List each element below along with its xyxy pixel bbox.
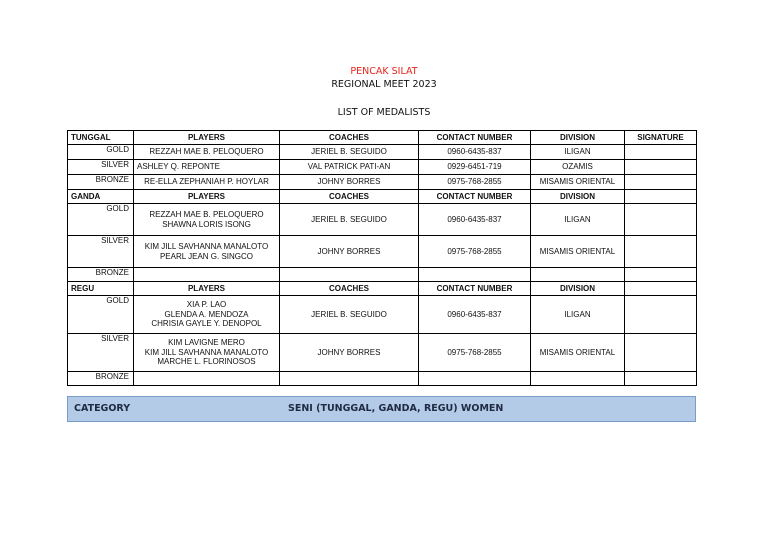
players-cell bbox=[134, 204, 280, 236]
section-header-row bbox=[68, 282, 697, 296]
division-cell: MISAMIS ORIENTAL bbox=[531, 175, 625, 190]
players-cell bbox=[134, 334, 280, 372]
division-cell: MISAMIS ORIENTAL bbox=[531, 334, 625, 372]
column-header: DIVISION bbox=[531, 190, 625, 204]
medal-row bbox=[68, 160, 697, 175]
section-header-row bbox=[68, 190, 697, 204]
player-name: MARCHE L. FLORINOSOS bbox=[157, 357, 256, 367]
medal-row bbox=[68, 145, 697, 160]
contact-cell: 0960-6435-837 bbox=[419, 296, 531, 334]
contact-cell bbox=[419, 268, 531, 282]
section-header-row bbox=[68, 131, 697, 145]
column-header: COACHES bbox=[280, 282, 419, 296]
column-header: DIVISION bbox=[531, 282, 625, 296]
list-title: LIST OF MEDALISTS bbox=[337, 107, 431, 118]
column-header bbox=[625, 282, 697, 296]
players-cell bbox=[134, 175, 280, 190]
players-cell bbox=[134, 160, 280, 175]
column-header: CONTACT NUMBER bbox=[419, 190, 531, 204]
medal-label: SILVER bbox=[68, 160, 134, 175]
player-name: KIM JILL SAVHANNA MANALOTO bbox=[144, 347, 269, 357]
division-cell: ILIGAN bbox=[531, 296, 625, 334]
signature-cell[interactable] bbox=[625, 204, 697, 236]
division-cell: ILIGAN bbox=[531, 204, 625, 236]
medal-row bbox=[68, 204, 697, 236]
division-cell: MISAMIS ORIENTAL bbox=[531, 236, 625, 268]
medalists-table bbox=[67, 130, 697, 386]
contact-cell: 0975-768-2855 bbox=[419, 175, 531, 190]
signature-cell[interactable] bbox=[625, 296, 697, 334]
medal-row bbox=[68, 175, 697, 190]
players-cell bbox=[134, 236, 280, 268]
medal-row bbox=[68, 372, 697, 386]
category-value: SENI (TUNGGAL, GANDA, REGU) WOMEN bbox=[288, 403, 504, 414]
coach-cell: JOHNY BORRES bbox=[280, 236, 419, 268]
section-name: REGU bbox=[68, 282, 134, 296]
player-name: KIM LAVIGNE MERO bbox=[168, 338, 245, 348]
meet-title: REGIONAL MEET 2023 bbox=[331, 79, 437, 90]
medal-label: BRONZE bbox=[68, 175, 134, 190]
player-name: GLENDA A. MENDOZA bbox=[164, 309, 249, 319]
player-name: REZZAH MAE B. PELOQUERO bbox=[149, 209, 264, 219]
medal-row bbox=[68, 296, 697, 334]
signature-cell[interactable] bbox=[625, 372, 697, 386]
contact-cell bbox=[419, 372, 531, 386]
division-cell bbox=[531, 268, 625, 282]
coach-cell bbox=[280, 268, 419, 282]
coach-cell: VAL PATRICK PATI-AN bbox=[280, 160, 419, 175]
medal-label: GOLD bbox=[68, 145, 134, 160]
column-header: COACHES bbox=[280, 190, 419, 204]
player-name: CHRISIA GAYLE Y. DENOPOL bbox=[151, 319, 262, 329]
division-cell: ILIGAN bbox=[531, 145, 625, 160]
coach-cell: JOHNY BORRES bbox=[280, 334, 419, 372]
column-header bbox=[625, 190, 697, 204]
players-cell bbox=[134, 296, 280, 334]
coach-cell: JERIEL B. SEGUIDO bbox=[280, 145, 419, 160]
sport-title: PENCAK SILAT bbox=[350, 66, 418, 77]
signature-cell[interactable] bbox=[625, 334, 697, 372]
column-header: PLAYERS bbox=[134, 282, 280, 296]
medal-label: GOLD bbox=[68, 204, 134, 236]
player-name: PEARL JEAN G. SINGCO bbox=[159, 251, 254, 261]
coach-cell: JOHNY BORRES bbox=[280, 175, 419, 190]
signature-cell[interactable] bbox=[625, 175, 697, 190]
column-header: PLAYERS bbox=[134, 131, 280, 145]
column-header: DIVISION bbox=[531, 131, 625, 145]
signature-cell[interactable] bbox=[625, 145, 697, 160]
medal-row bbox=[68, 334, 697, 372]
signature-cell[interactable] bbox=[625, 236, 697, 268]
player-name: RE-ELLA ZEPHANIAH P. HOYLAR bbox=[144, 177, 269, 187]
category-bar bbox=[67, 396, 696, 422]
column-header: CONTACT NUMBER bbox=[419, 282, 531, 296]
players-cell bbox=[134, 268, 280, 282]
player-name: XIA P. LAO bbox=[186, 300, 227, 310]
medal-row bbox=[68, 236, 697, 268]
column-header: CONTACT NUMBER bbox=[419, 131, 531, 145]
signature-cell[interactable] bbox=[625, 268, 697, 282]
category-label: CATEGORY bbox=[74, 403, 131, 414]
players-cell bbox=[134, 145, 280, 160]
medal-row bbox=[68, 268, 697, 282]
division-cell: OZAMIS bbox=[531, 160, 625, 175]
column-header: PLAYERS bbox=[134, 190, 280, 204]
section-name: GANDA bbox=[68, 190, 134, 204]
medal-label: BRONZE bbox=[68, 372, 134, 386]
column-header: SIGNATURE bbox=[625, 131, 697, 145]
contact-cell: 0929-6451-719 bbox=[419, 160, 531, 175]
section-name: TUNGGAL bbox=[68, 131, 134, 145]
medal-label: SILVER bbox=[68, 334, 134, 372]
column-header: COACHES bbox=[280, 131, 419, 145]
player-name: ASHLEY Q. REPONTE bbox=[137, 162, 220, 172]
contact-cell: 0960-6435-837 bbox=[419, 204, 531, 236]
coach-cell: JERIEL B. SEGUIDO bbox=[280, 204, 419, 236]
medal-label: SILVER bbox=[68, 236, 134, 268]
player-name: KIM JILL SAVHANNA MANALOTO bbox=[144, 241, 269, 251]
coach-cell bbox=[280, 372, 419, 386]
signature-cell[interactable] bbox=[625, 160, 697, 175]
division-cell bbox=[531, 372, 625, 386]
contact-cell: 0960-6435-837 bbox=[419, 145, 531, 160]
player-name: REZZAH MAE B. PELOQUERO bbox=[149, 147, 264, 157]
medal-label: GOLD bbox=[68, 296, 134, 334]
player-name: SHAWNA LORIS ISONG bbox=[162, 219, 251, 229]
medal-label: BRONZE bbox=[68, 268, 134, 282]
coach-cell: JERIEL B. SEGUIDO bbox=[280, 296, 419, 334]
contact-cell: 0975-768-2855 bbox=[419, 334, 531, 372]
players-cell bbox=[134, 372, 280, 386]
contact-cell: 0975-768-2855 bbox=[419, 236, 531, 268]
